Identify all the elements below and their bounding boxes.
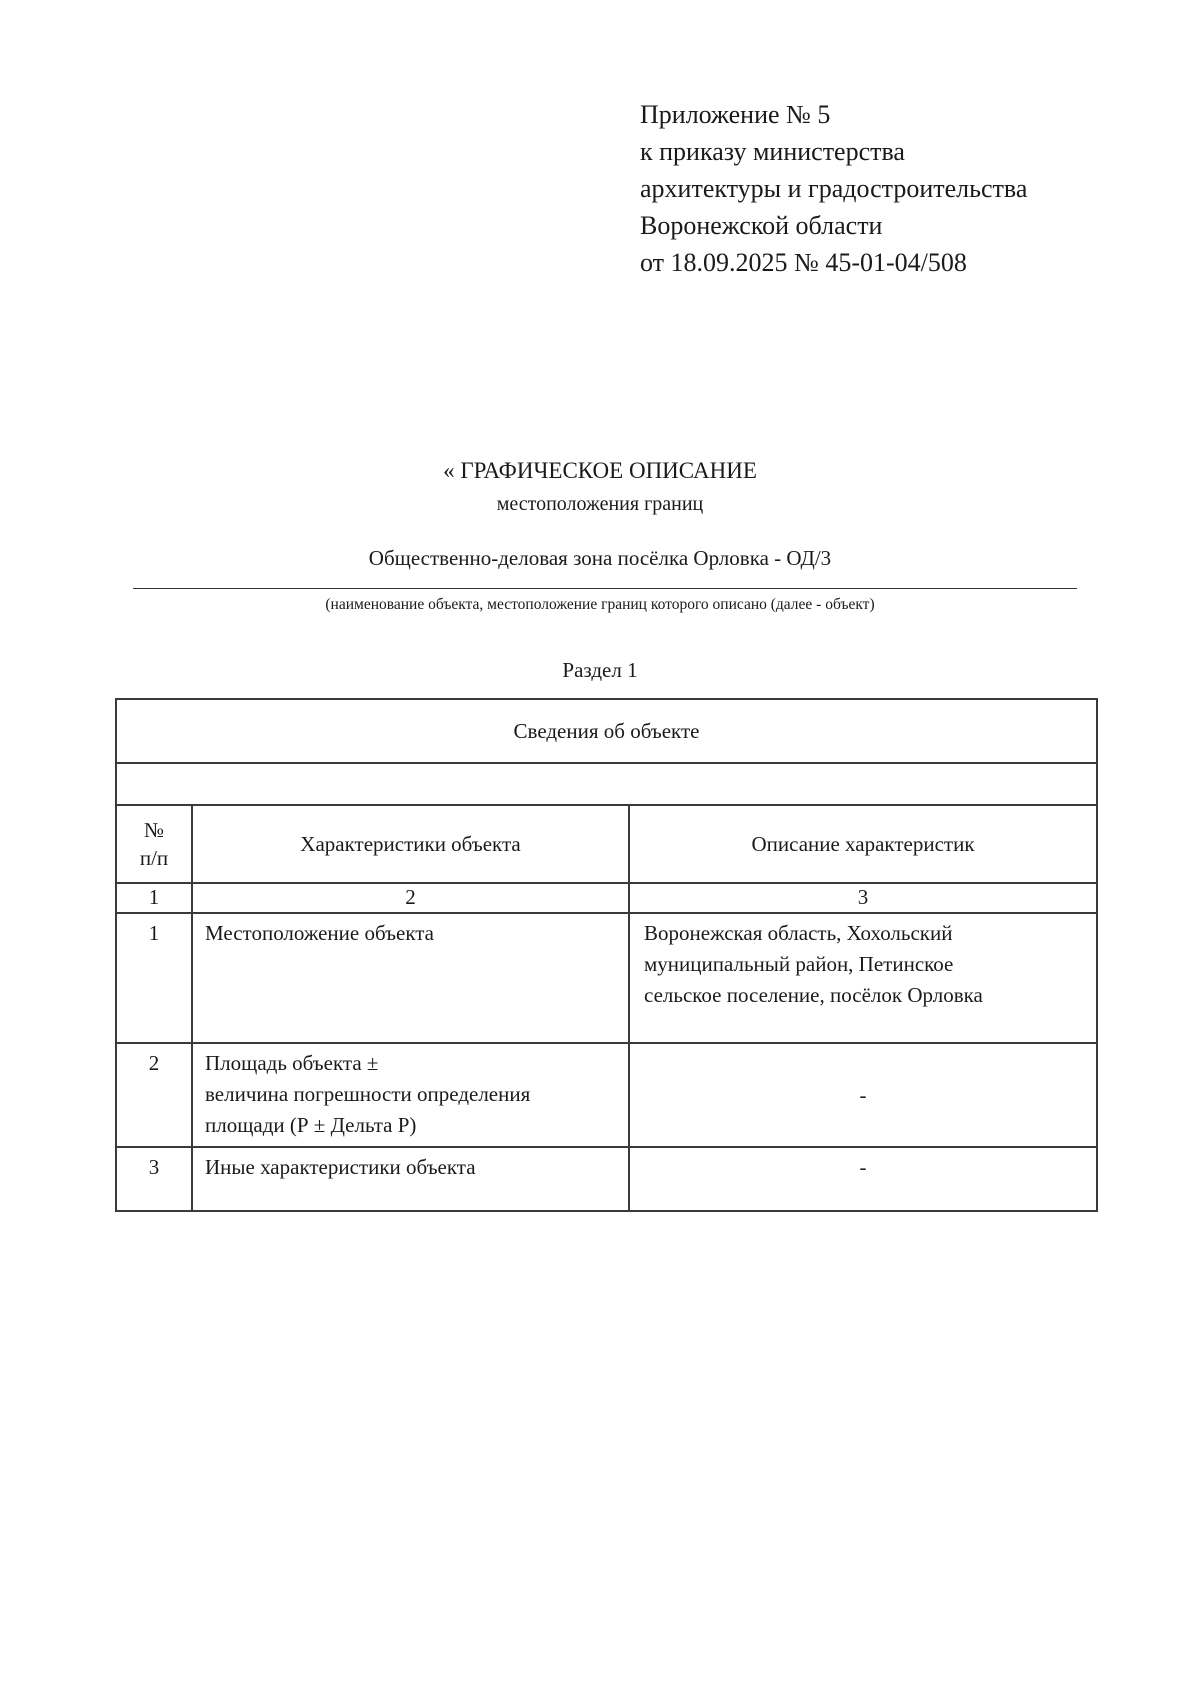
- header-characteristic: Характеристики объекта: [192, 805, 629, 883]
- object-info-table: [115, 698, 1098, 1212]
- appendix-header: [640, 96, 1027, 281]
- row-characteristic: [192, 913, 629, 1043]
- description-line: муниципальный район, Петинское: [644, 952, 954, 976]
- row-description: [629, 913, 1097, 1043]
- column-number: 3: [629, 883, 1097, 913]
- table-title: Сведения об объекте: [116, 699, 1097, 763]
- table-title-row: [116, 699, 1097, 763]
- table-row: [116, 913, 1097, 1043]
- column-number: 1: [116, 883, 192, 913]
- table-empty-row: [116, 763, 1097, 805]
- row-number: 1: [116, 913, 192, 1043]
- table-header-row: [116, 805, 1097, 883]
- description-line: Воронежская область, Хохольский: [644, 921, 953, 945]
- table-row: [116, 1043, 1097, 1147]
- row-description: -: [629, 1043, 1097, 1147]
- header-num-line: №: [143, 818, 165, 842]
- section-label: Раздел 1: [562, 658, 638, 682]
- empty-cell: [116, 763, 1097, 805]
- header-description: Описание характеристик: [629, 805, 1097, 883]
- header-num-line: п/п: [139, 846, 169, 870]
- column-number-row: [116, 883, 1097, 913]
- characteristic-line: величина погрешности определения: [205, 1082, 531, 1106]
- object-name: Общественно-деловая зона посёлка Орловка - ОД/3: [368, 546, 832, 570]
- description-line: сельское поселение, посёлок Орловка: [644, 983, 983, 1007]
- appendix-line: Приложение № 5: [640, 100, 831, 129]
- document-title: « ГРАФИЧЕСКОЕ ОПИСАНИЕ: [443, 458, 757, 483]
- document-subtitle: местоположения границ: [496, 493, 704, 515]
- row-number: 3: [116, 1147, 192, 1211]
- characteristic-line: Иные характеристики объекта: [205, 1155, 476, 1179]
- appendix-line: архитектуры и градостроительства: [640, 174, 1028, 203]
- table-row: [116, 1147, 1097, 1211]
- row-description: -: [629, 1147, 1097, 1211]
- characteristic-line: площади (Р ± Дельта Р): [205, 1113, 417, 1137]
- appendix-line: к приказу министерства: [640, 137, 905, 166]
- row-number: 2: [116, 1043, 192, 1147]
- appendix-line: Воронежской области: [640, 211, 883, 240]
- characteristic-line: Местоположение объекта: [205, 921, 435, 945]
- row-characteristic: [192, 1147, 629, 1211]
- object-name-underline: [133, 588, 1077, 589]
- column-number: 2: [192, 883, 629, 913]
- object-name-caption: (наименование объекта, местоположение границ которого описано (далее - объект): [325, 596, 875, 613]
- row-characteristic: [192, 1043, 629, 1147]
- appendix-line: от 18.09.2025 № 45-01-04/508: [640, 248, 967, 277]
- characteristic-line: Площадь объекта ±: [205, 1051, 379, 1075]
- header-num: [116, 805, 192, 883]
